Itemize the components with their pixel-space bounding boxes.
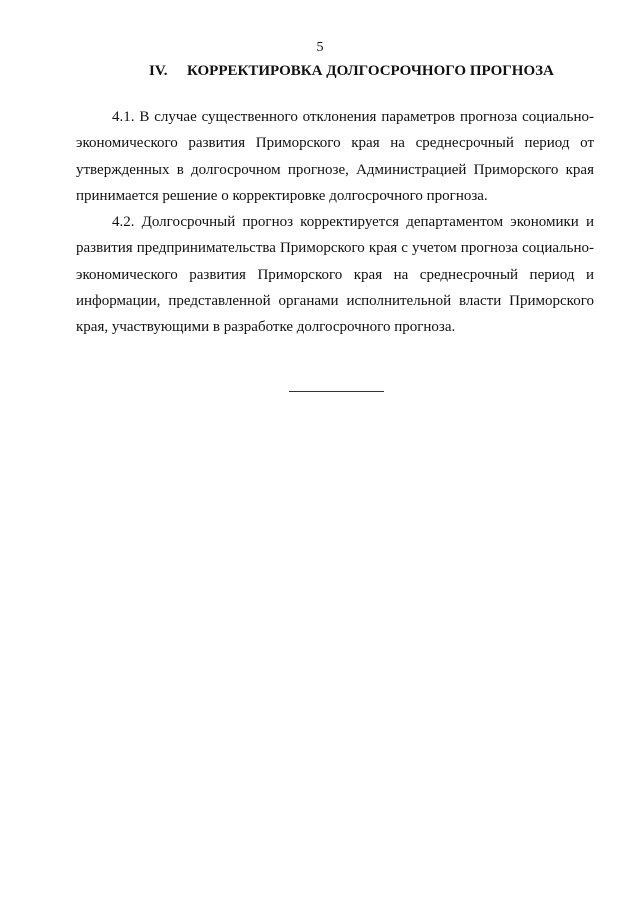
paragraph-4-1: 4.1. В случае существенного отклонения параметров прогноза социально-экономического развития Приморского края на среднесрочный период от утвержденных в долгосрочном прогнозе, Администрацией Приморского края принимается решение о корректировке долгосрочного прогноза. <box>76 109 594 204</box>
section-heading <box>149 63 554 80</box>
end-of-document-rule <box>289 391 384 392</box>
section-title: КОРРЕКТИРОВКА ДОЛГОСРОЧНОГО ПРОГНОЗА <box>187 63 554 79</box>
page-number: 5 <box>316 40 324 55</box>
section-body <box>76 104 594 341</box>
paragraph-4-2: 4.2. Долгосрочный прогноз корректируется департаментом экономики и развития предпринимательства Приморского края с учетом прогноза социально-экономического развития Приморского края на среднесрочный период и информации, представленной органами исполнительной власти Приморского края, участвующими в разработке долгосрочного прогноза. <box>76 214 594 336</box>
section-numeral: IV. <box>149 63 168 79</box>
